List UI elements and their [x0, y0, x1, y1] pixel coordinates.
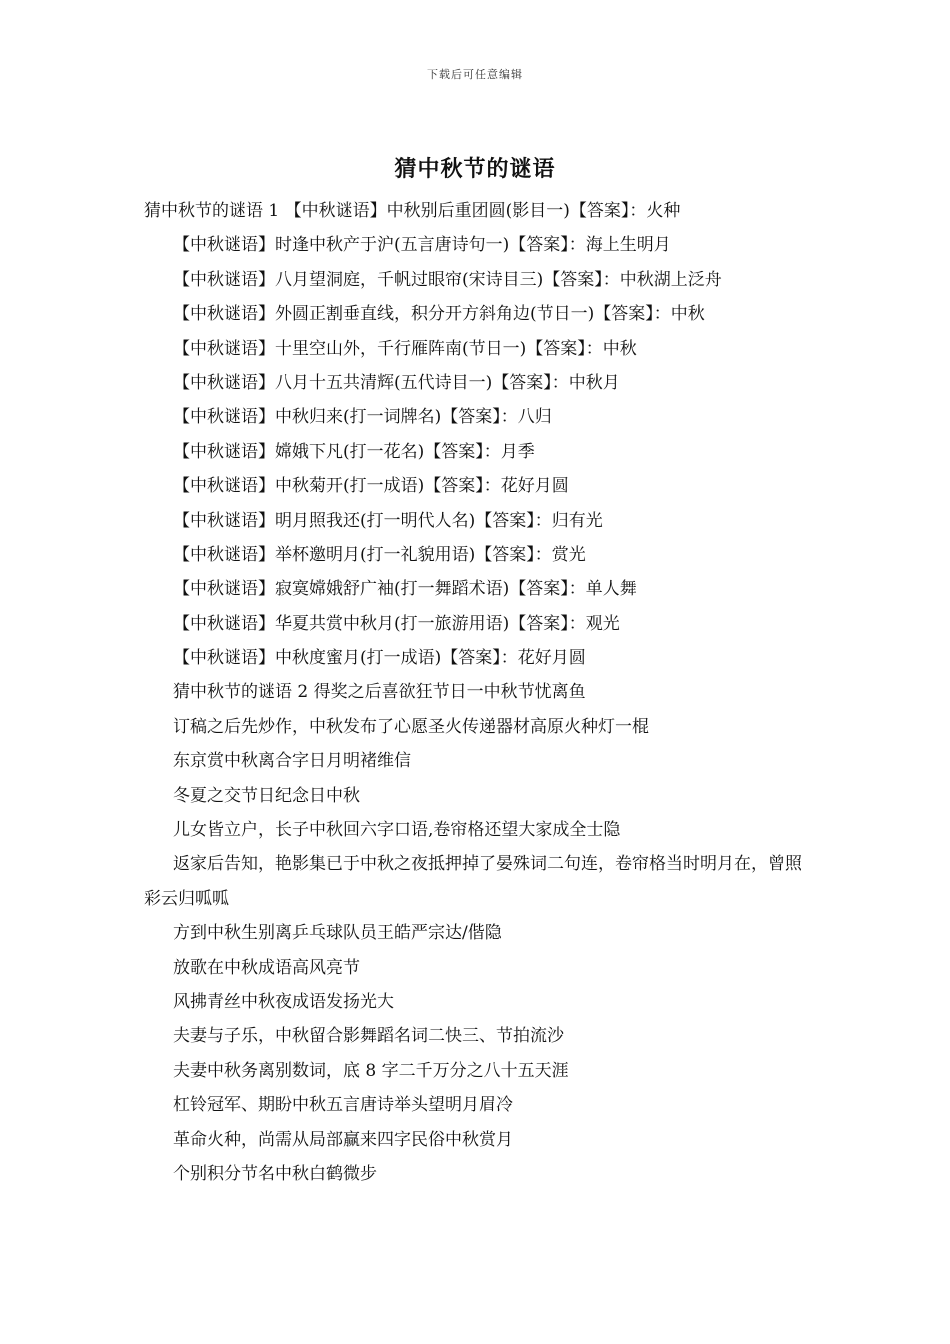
riddle-line: 【中秋谜语】十里空山外，千行雁阵南(节日一)【答案】：中秋 [173, 338, 637, 359]
paragraph-line: 夫妻与子乐，中秋留合影舞蹈名词二快三、节拍流沙 [173, 1026, 564, 1047]
paragraph-line: 杠铃冠军、期盼中秋五言唐诗举头望明月眉冷 [173, 1095, 513, 1116]
riddle-line: 【中秋谜语】八月十五共清辉(五代诗目一)【答案】：中秋月 [173, 372, 620, 393]
riddle-line: 【中秋谜语】中秋归来(打一词牌名)【答案】：八归 [173, 407, 552, 428]
riddle-line: 【中秋谜语】中秋菊开(打一成语)【答案】：花好月圆 [173, 476, 569, 497]
paragraph-line: 风拂青丝中秋夜成语发扬光大 [173, 992, 394, 1013]
paragraph-line: 订稿之后先炒作，中秋发布了心愿圣火传递器材高原火种灯一棍 [173, 716, 649, 737]
riddle-line: 【中秋谜语】嫦娥下凡(打一花名)【答案】：月季 [173, 441, 535, 462]
paragraph-line: 猜中秋节的谜语 2 得奖之后喜欲狂节日一中秋节忧离鱼 [173, 682, 586, 703]
riddle-line: 【中秋谜语】寂寞嫦娥舒广袖(打一舞蹈术语)【答案】：单人舞 [173, 579, 637, 600]
paragraph-line: 革命火种，尚需从局部赢来四字民俗中秋赏月 [173, 1129, 513, 1150]
paragraph-line: 放歌在中秋成语高风亮节 [173, 957, 360, 978]
riddle-line: 【中秋谜语】时逢中秋产于沪(五言唐诗句一)【答案】：海上生明月 [173, 235, 671, 256]
paragraph-line: 猜中秋节的谜语 1 【中秋谜语】中秋别后重团圆(影目一)【答案】：火种 [144, 201, 681, 221]
riddle-line: 【中秋谜语】举杯邀明月(打一礼貌用语)【答案】：赏光 [173, 544, 586, 565]
paragraph-line: 夫妻中秋务离别数词，底 8 字二千万分之八十五天涯 [173, 1060, 569, 1081]
riddle-line: 【中秋谜语】华夏共赏中秋月(打一旅游用语)【答案】：观光 [173, 613, 620, 634]
riddle-line: 【中秋谜语】八月望洞庭，千帆过眼帘(宋诗目三)【答案】：中秋湖上泛舟 [173, 269, 722, 290]
paragraph-line: 方到中秋生别离乒乓球队员王皓严宗达/偕隐 [173, 923, 502, 944]
wrapped-paragraph: 返家后告知，艳影集已于中秋之夜抵押掉了晏殊词二句连，卷帘格当时明月在，曾照彩云归呱呱 [144, 854, 802, 909]
riddle-line: 【中秋谜语】中秋度蜜月(打一成语)【答案】：花好月圆 [173, 648, 586, 669]
paragraph-line: 个别积分节名中秋白鹤微步 [173, 1163, 377, 1184]
paragraph-line: 东京赏中秋离合字日月明褚维信 [173, 751, 411, 772]
paragraph-line: 儿女皆立户，长子中秋回六字口语,卷帘格还望大家成全士隐 [173, 820, 621, 841]
page-header-note: 下载后可任意编辑 [427, 68, 523, 81]
riddle-line: 【中秋谜语】外圆正割垂直线，积分开方斜角边(节日一)【答案】：中秋 [173, 304, 705, 325]
paragraph-line: 冬夏之交节日纪念日中秋 [173, 785, 360, 806]
document-title: 猜中秋节的谜语 [394, 156, 556, 182]
riddle-line: 【中秋谜语】明月照我还(打一明代人名)【答案】：归有光 [173, 510, 603, 531]
document-body [144, 194, 816, 1191]
